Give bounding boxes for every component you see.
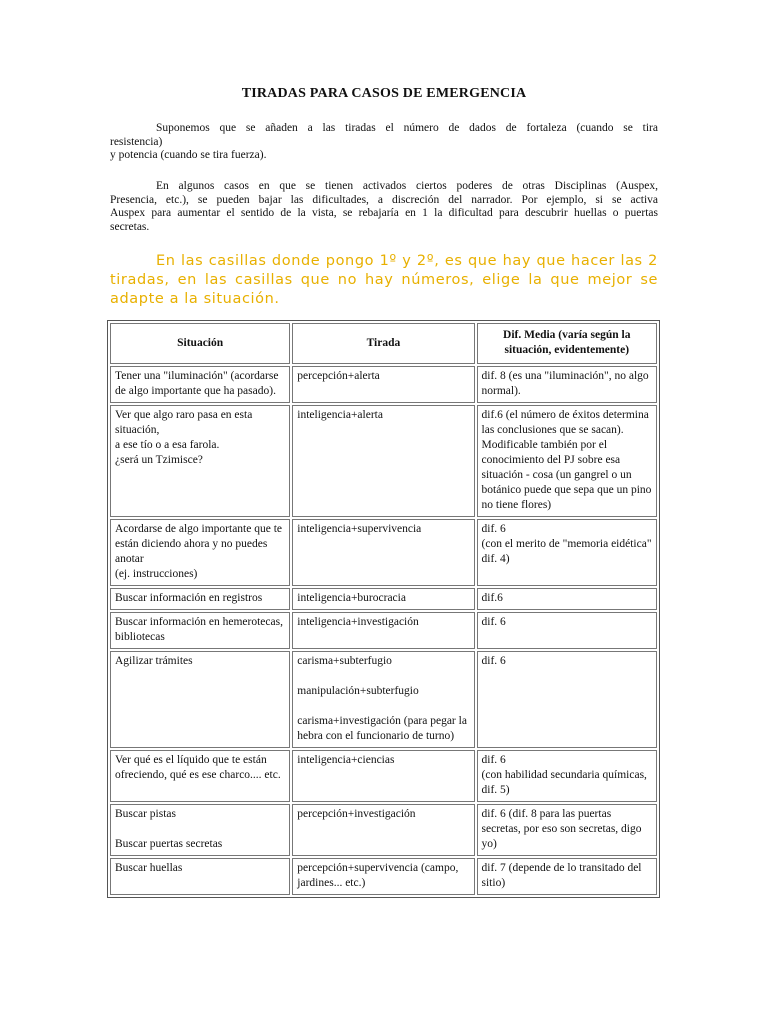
intro-paragraph (110, 122, 658, 163)
paragraph-line: Auspex para aumentar el sentido de la vista, se rebajaría en 1 la dificultad para descubrir huellas o puertas (110, 207, 658, 219)
cell-text: percepción+supervivencia (campo, jardines... etc.) (297, 862, 459, 889)
cell-text: Acordarse de algo importante que te están diciendo ahora y no puedes anotar (115, 523, 283, 565)
cell-text: dif. 6 (481, 616, 506, 628)
document-title: TIRADAS PARA CASOS DE EMERGENCIA (241, 86, 527, 101)
cell-dificultad (477, 651, 657, 748)
cell-text: Buscar información en registros (115, 592, 263, 604)
cell-tirada (292, 588, 474, 610)
cell-text: percepción+alerta (297, 370, 380, 382)
cell-situacion (110, 651, 290, 748)
cell-text: inteligencia+burocracia (297, 592, 406, 604)
cell-text: Ver que algo raro pasa en esta situación, (115, 409, 253, 436)
cell-text: inteligencia+ciencias (297, 754, 395, 766)
cell-dificultad (477, 519, 657, 586)
paragraph-line: resistencia) (110, 135, 163, 148)
cell-tirada (292, 858, 474, 895)
rolls-table (107, 320, 660, 898)
cell-tirada (292, 405, 474, 517)
table-row (110, 858, 657, 895)
cell-text: Buscar información en hemerotecas, bibliotecas (115, 616, 283, 643)
cell-tirada (292, 366, 474, 403)
cell-text: percepción+investigación (297, 808, 416, 820)
cell-text: carisma+subterfugio (297, 655, 392, 667)
cell-text: Buscar puertas secretas (115, 838, 223, 850)
header-tirada: Tirada (292, 323, 474, 364)
cell-text: dif.6 (481, 592, 503, 604)
cell-text: dif. 7 (depende de lo transitado del sitio) (481, 862, 642, 889)
header-dificultad: Dif. Media (varía según la situación, evidentemente) (477, 323, 657, 364)
line-gap (297, 699, 469, 714)
cell-text: Buscar huellas (115, 862, 183, 874)
cell-text: dif. 6 (481, 523, 506, 535)
cell-situacion (110, 804, 290, 856)
cell-dificultad (477, 405, 657, 517)
cell-dificultad (477, 612, 657, 649)
table-row (110, 519, 657, 586)
cell-dificultad (477, 804, 657, 856)
cell-text: inteligencia+alerta (297, 409, 383, 421)
paragraph-line: Suponemos que se añaden a las tiradas el número de dados de fortaleza (cuando se tira (156, 122, 658, 134)
cell-text: (ej. instrucciones) (115, 568, 198, 580)
note-line: adapte a la situación. (110, 291, 280, 307)
cell-situacion (110, 750, 290, 802)
paragraph-line: secretas. (110, 220, 150, 233)
cell-text: (con habilidad secundaria químicas, dif. 5) (481, 769, 647, 796)
table-header-row (110, 323, 657, 364)
cell-text: Buscar pistas (115, 808, 177, 820)
cell-text: Tener una "iluminación" (acordarse de algo importante que ha pasado). (115, 370, 279, 397)
cell-text: Ver qué es el líquido que te están ofreciendo, qué es ese charco.... etc. (115, 754, 281, 781)
cell-text: dif. 8 (es una "iluminación", no algo normal). (481, 370, 649, 397)
table-row (110, 804, 657, 856)
cell-dificultad (477, 366, 657, 403)
cell-tirada (292, 750, 474, 802)
cell-situacion (110, 612, 290, 649)
highlight-note (110, 252, 658, 309)
cell-situacion (110, 366, 290, 403)
cell-tirada (292, 804, 474, 856)
cell-tirada (292, 612, 474, 649)
cell-text: manipulación+subterfugio (297, 685, 419, 697)
cell-situacion (110, 519, 290, 586)
cell-text: dif.6 (el número de éxitos determina las conclusiones que se sacan). Modificable también por el conocimiento del PJ sobre esa situación - cosa (un gangrel o un botánico puede que sepa que un pino no tiene flores) (481, 409, 652, 511)
paragraph-line: En algunos casos en que se tienen activados ciertos poderes de otras Disciplinas (Auspex, (156, 180, 658, 192)
cell-dificultad (477, 858, 657, 895)
paragraph-line: Presencia, etc.), se pueden bajar las dificultades, a discreción del narrador. Por ejemplo, si se activa (110, 193, 658, 206)
cell-text: ¿será un Tzimisce? (115, 454, 203, 466)
cell-text: inteligencia+investigación (297, 616, 419, 628)
table-body (110, 366, 657, 895)
header-situacion: Situación (110, 323, 290, 364)
table-row (110, 750, 657, 802)
table-row (110, 366, 657, 403)
table-row (110, 612, 657, 649)
note-line: En las casillas donde pongo 1º y 2º, es que hay que hacer las 2 (156, 253, 658, 269)
line-gap (115, 822, 285, 837)
cell-dificultad (477, 588, 657, 610)
cell-text: dif. 6 (dif. 8 para las puertas secretas, por eso son secretas, digo yo) (481, 808, 642, 850)
cell-text: carisma+investigación (para pegar la hebra con el funcionario de turno) (297, 715, 467, 742)
line-gap (297, 669, 469, 684)
cell-tirada (292, 519, 474, 586)
cell-text: a ese tío o a esa farola. (115, 439, 220, 451)
table-row (110, 405, 657, 517)
cell-situacion (110, 858, 290, 895)
cell-text: dif. 6 (481, 754, 506, 766)
cell-text: (con el merito de "memoria eidética" dif. 4) (481, 538, 652, 565)
table-row (110, 651, 657, 748)
cell-text: inteligencia+supervivencia (297, 523, 422, 535)
cell-situacion (110, 405, 290, 517)
cell-text: dif. 6 (481, 655, 506, 667)
paragraph-line: y potencia (cuando se tira fuerza). (110, 149, 267, 161)
table-row (110, 588, 657, 610)
cell-dificultad (477, 750, 657, 802)
note-line: tiradas, en las casillas que no hay números, elige la que mejor se (110, 272, 658, 288)
disciplines-paragraph (110, 180, 658, 234)
cell-tirada (292, 651, 474, 748)
cell-text: Agilizar trámites (115, 655, 193, 667)
cell-situacion (110, 588, 290, 610)
